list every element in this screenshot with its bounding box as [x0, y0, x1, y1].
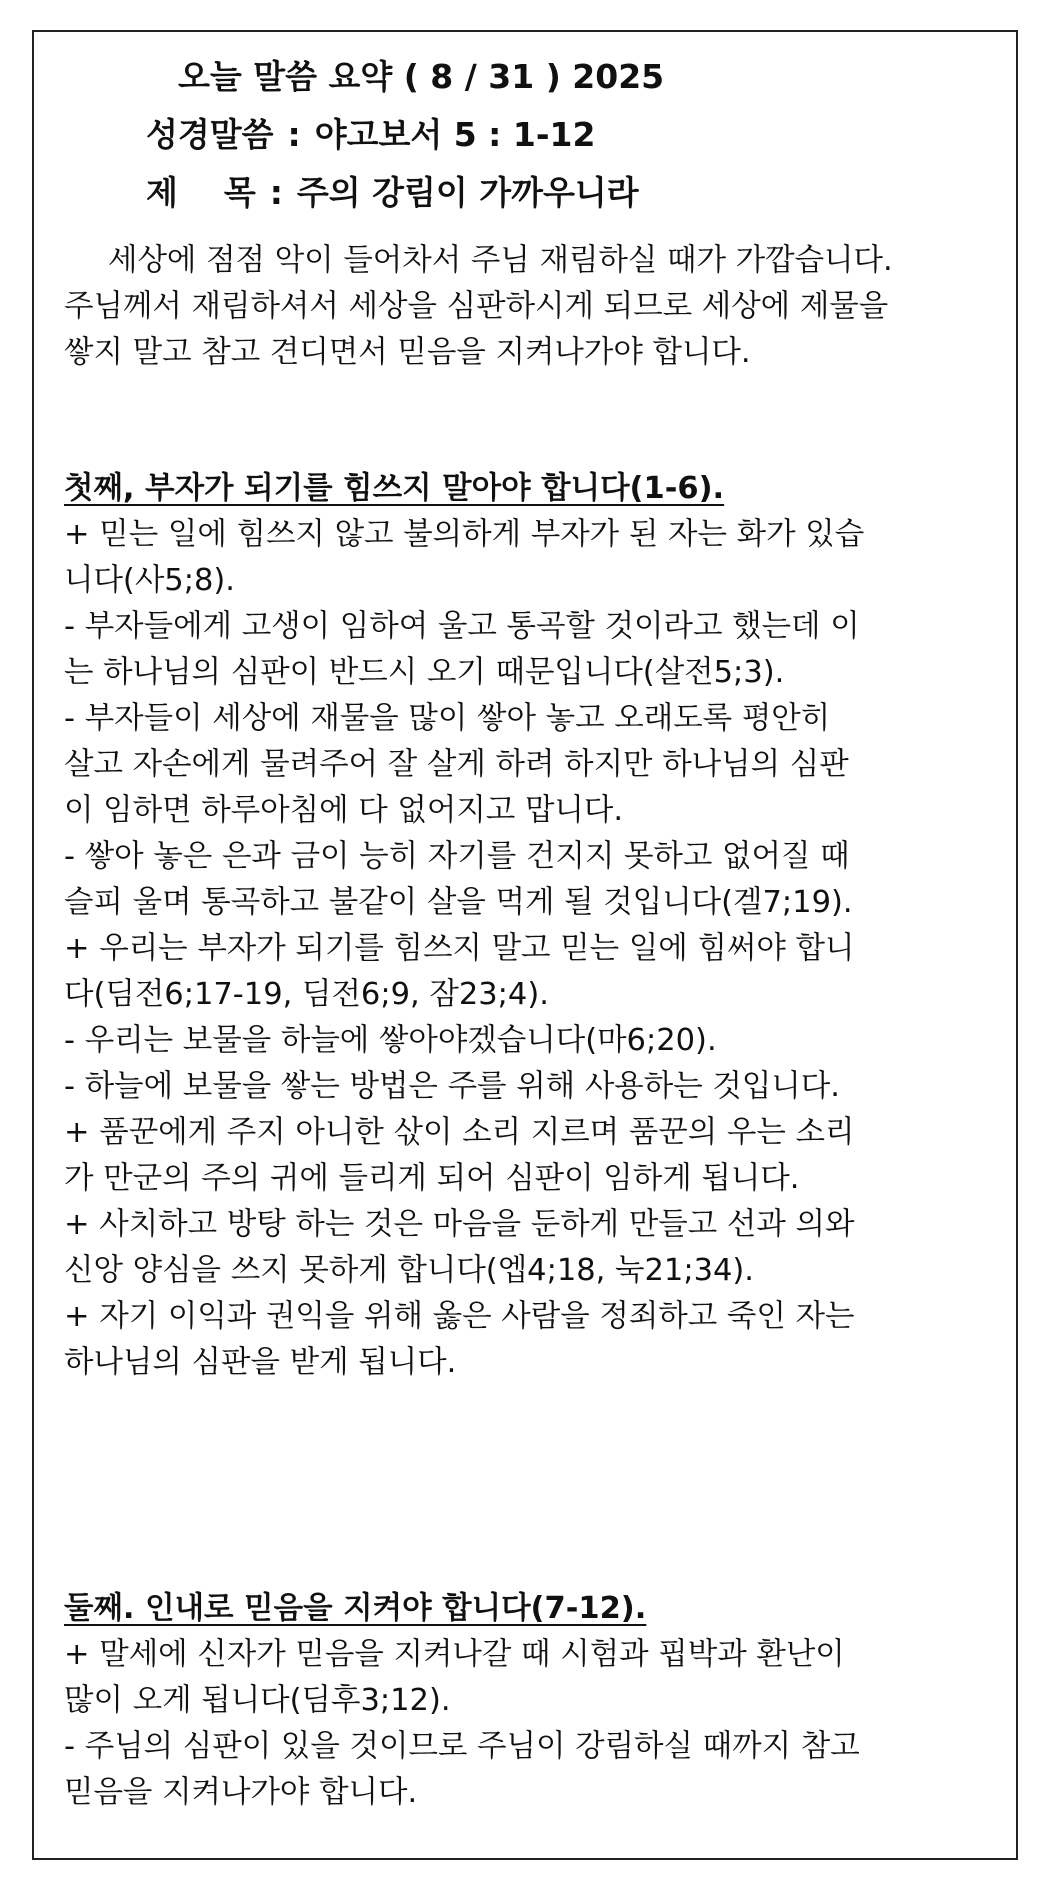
section-1-line: 살고 자손에게 물려주어 잘 살게 하려 하지만 하나님의 심판: [64, 747, 849, 782]
scripture-value: 야고보서 5 : 1-12: [314, 115, 596, 154]
intro-line: 쌓지 말고 참고 견디면서 믿음을 지켜나가야 합니다.: [64, 335, 751, 370]
section-1-line: 니다(사5;8).: [64, 563, 235, 598]
section-1-line: - 하늘에 보물을 쌓는 방법은 주를 위해 사용하는 것입니다.: [64, 1069, 840, 1104]
page-title: 오늘 말씀 요약 ( 8 / 31 ) 2025: [178, 57, 665, 96]
subject-line: [146, 173, 639, 212]
section-1-line: 신앙 양심을 쓰지 못하게 합니다(엡4;18, 눅21;34).: [64, 1253, 754, 1288]
section-1-line: - 부자들에게 고생이 임하여 울고 통곡할 것이라고 했는데 이: [64, 609, 860, 644]
section-1: [64, 466, 984, 1386]
colon-separator: :: [269, 173, 283, 212]
intro-line: 주님께서 재림하셔서 세상을 심판하시게 되므로 세상에 제물을: [64, 289, 889, 324]
scripture-line: [146, 115, 596, 154]
section-2-line: + 말세에 신자가 믿음을 지켜나갈 때 시험과 핍박과 환난이: [64, 1637, 845, 1672]
section-1-line: + 믿는 일에 힘쓰지 않고 불의하게 부자가 된 자는 화가 있습: [64, 517, 865, 552]
section-1-heading: 첫째, 부자가 되기를 힘쓰지 말아야 합니다(1-6).: [64, 471, 725, 506]
section-1-line: + 자기 이익과 권익을 위해 옳은 사람을 정죄하고 죽인 자는: [64, 1299, 855, 1334]
section-1-line: + 우리는 부자가 되기를 힘쓰지 말고 믿는 일에 힘써야 합니: [64, 931, 855, 966]
section-1-line: + 품꾼에게 주지 아니한 삯이 소리 지르며 품꾼의 우는 소리: [64, 1115, 855, 1150]
colon-separator: :: [287, 115, 301, 154]
section-1-line: - 부자들이 세상에 재물을 많이 쌓아 놓고 오래도록 평안히: [64, 701, 831, 736]
section-1-line: - 쌓아 놓은 은과 금이 능히 자기를 건지지 못하고 없어질 때: [64, 839, 850, 874]
section-1-line: 슬피 울며 통곡하고 불같이 살을 먹게 될 것입니다(겔7;19).: [64, 885, 853, 920]
section-1-line: 하나님의 심판을 받게 됩니다.: [64, 1345, 457, 1380]
section-1-line: 이 임하면 하루아침에 다 없어지고 맙니다.: [64, 793, 624, 828]
section-2-line: 많이 오게 됩니다(딤후3;12).: [64, 1683, 451, 1718]
section-1-line: 다(딤전6;17-19, 딤전6;9, 잠23;4).: [64, 977, 549, 1012]
section-2-line: 믿음을 지켜나가야 합니다.: [64, 1775, 418, 1810]
section-1-line: + 사치하고 방탕 하는 것은 마음을 둔하게 만들고 선과 의와: [64, 1207, 855, 1242]
scripture-label: 성경말씀: [146, 115, 274, 154]
section-1-line: 는 하나님의 심판이 반드시 오기 때문입니다(살전5;3).: [64, 655, 785, 690]
intro-paragraph: [64, 238, 984, 376]
section-1-line: 가 만군의 주의 귀에 들리게 되어 심판이 임하게 됩니다.: [64, 1161, 800, 1196]
intro-line: 세상에 점점 악이 들어차서 주님 재림하실 때가 가깝습니다.: [108, 243, 893, 278]
section-2-line: - 주님의 심판이 있을 것이므로 주님이 강림하실 때까지 참고: [64, 1729, 860, 1764]
subject-label: 제 목: [146, 173, 256, 212]
section-1-line: - 우리는 보물을 하늘에 쌓아야겠습니다(마6;20).: [64, 1023, 717, 1058]
section-2: [64, 1586, 984, 1816]
section-2-heading: 둘째. 인내로 믿음을 지켜야 합니다(7-12).: [64, 1591, 647, 1626]
subject-value: 주의 강림이 가까우니라: [296, 173, 639, 212]
